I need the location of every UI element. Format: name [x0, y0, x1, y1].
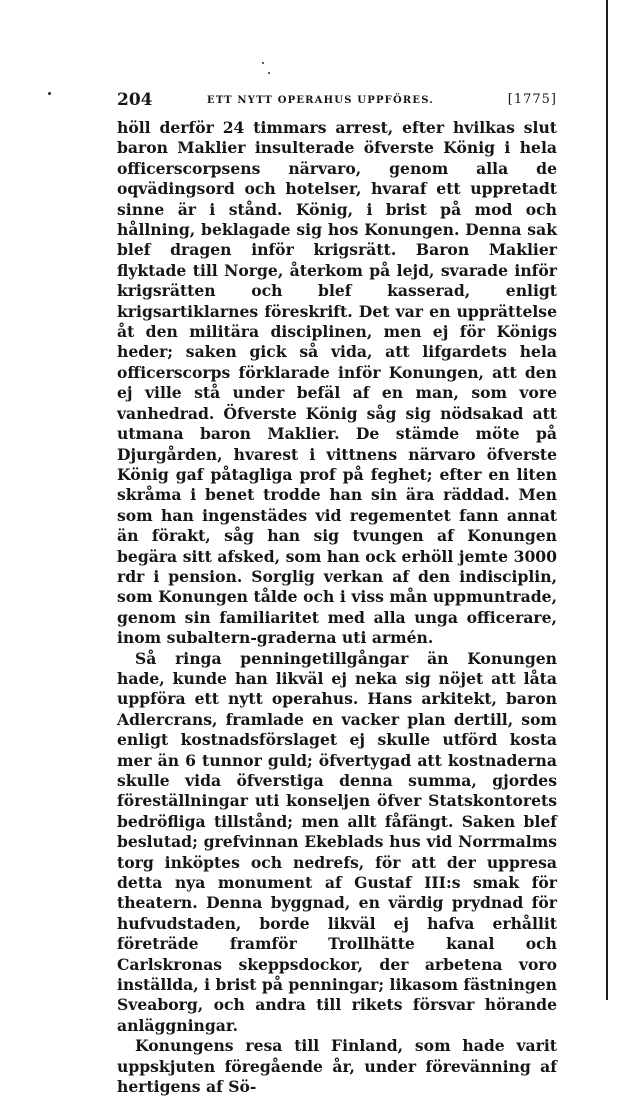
paragraph: höll derför 24 timmars arrest, efter hvilkas slut baron Maklier insulterade öfverste König i hela officerscorpsens närvaro, genom alla de oqvädingsord och hotelser, hvaraf ett uppretadt sinne är i stånd. König, i brist på mod och hållning, beklagade sig hos Konungen. Denna sak blef dragen inför krigsrätt. Baron Maklier flyktade till Norge, återkom på lejd, svarade inför krigsrätten och blef kasserad, enligt krigsartiklarnes föreskrift. Det var en upprättelse åt den militära disciplinen, men ej för Königs heder; saken gick så vida, att lifgardets hela officerscorps förklarade inför Konungen, att den ej ville stå under befäl af en man, som vore vanhedrad. Öfverste König såg sig nödsakad att utmana baron Maklier. De stämde möte på Djurgården, hvarest i vittnens närvaro öfverste König gaf påtagliga prof på feghet; efter en liten skråma i benet trodde han sin ära räddad. Men som han ingenstädes vid regementet fann annat än förakt, såg han sig tvungen af Konungen begära sitt afsked, som han ock erhöll jemte 3000 rdr i pension. Sorglig verkan af den indisciplin, som Konungen tålde och i viss mån uppmuntrade, genom sin familiaritet med alla unga officerare, inom subaltern-graderna uti armén. [117, 118, 557, 648]
running-title: ETT NYTT OPERAHUS UPPFÖRES. [207, 95, 434, 106]
ink-speck [48, 92, 51, 95]
body-text [117, 118, 557, 1098]
running-header [117, 90, 557, 112]
ink-speck [262, 62, 264, 64]
paragraph: Konungens resa till Finland, som hade varit uppskjuten föregående år, under förevänning af hertigens af Sö- [117, 1036, 557, 1097]
ink-speck [268, 72, 270, 74]
page-number: 204 [117, 90, 153, 110]
page-edge-line [606, 0, 608, 1000]
header-year: [1775] [507, 92, 557, 107]
paragraph: Så ringa penningetillgångar än Konungen hade, kunde han likväl ej neka sig nöjet att låta uppföra ett nytt operahus. Hans arkitekt, baron Adlercrans, framlade en vacker plan dertill, som enligt kostnadsförslaget ej skulle utförd kosta mer än 6 tunnor guld; öfvertygad att kostnaderna skulle vida öfverstiga denna summa, gjordes föreställningar uti konseljen öfver Statskontorets bedröfliga tillstånd; men allt fåfängt. Saken blef beslutad; grefvinnan Ekeblads hus vid Norrmalms torg inköptes och nedrefs, för att der uppresa detta nya monument af Gustaf III:s smak för theatern. Denna byggnad, en värdig prydnad för hufvudstaden, borde likväl ej hafva erhållit företräde framför Trollhätte kanal och Carlskronas skeppsdockor, der arbetena voro inställda, i brist på penningar; likasom fästningen Sveaborg, och andra till rikets försvar hörande anläggningar. [117, 648, 557, 1035]
